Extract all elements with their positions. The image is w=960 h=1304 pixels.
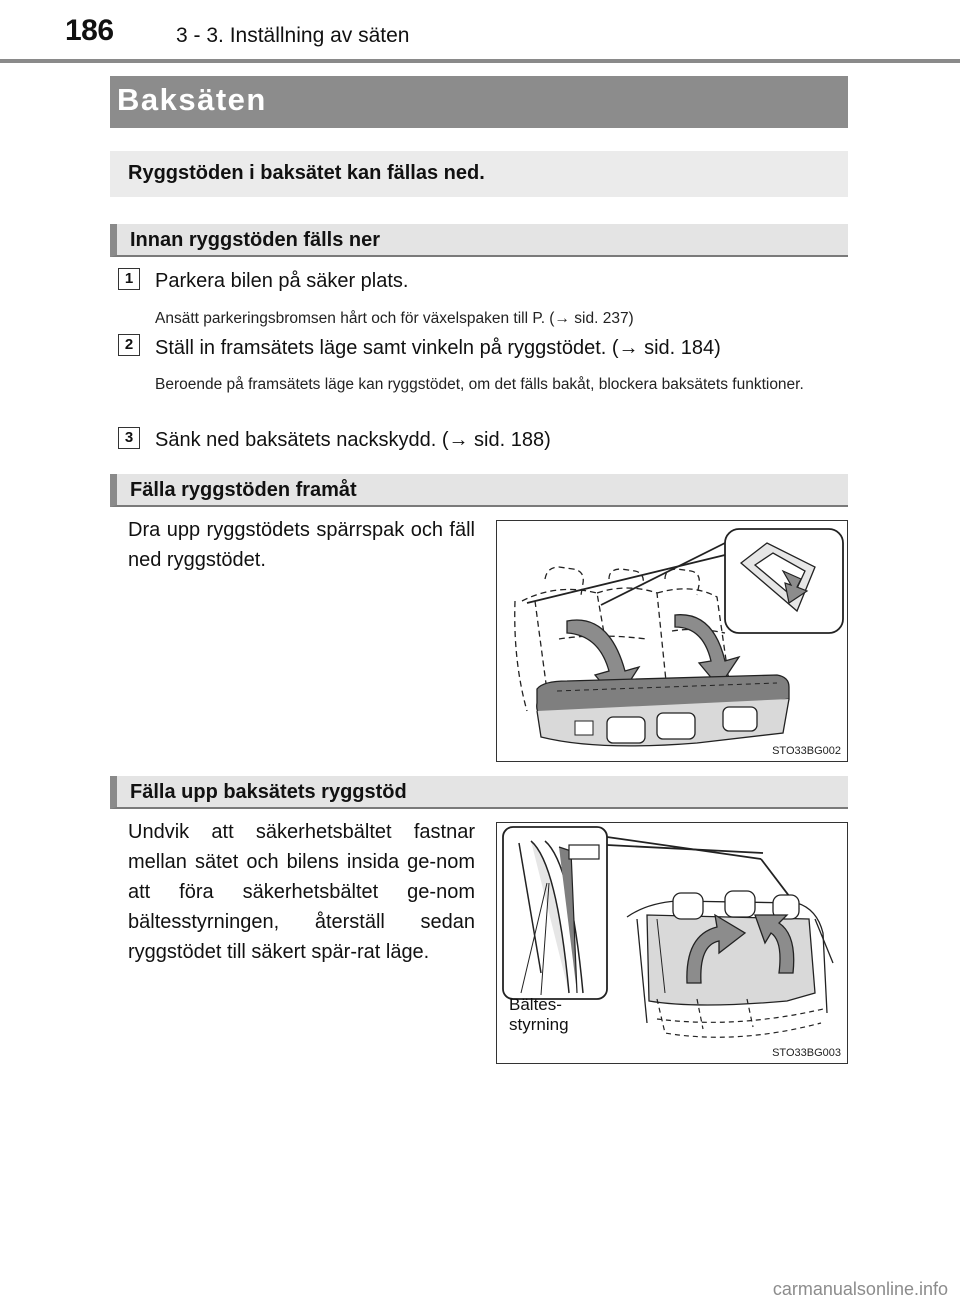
- step-2-text: Ställ in framsätets läge samt vinkeln på ryggstödet. (→ sid. 184): [155, 337, 721, 359]
- step-number-3: 3: [118, 427, 140, 449]
- subheading-fold-up: [110, 776, 848, 809]
- step-number-2: 2: [118, 334, 140, 356]
- fold-forward-text: Dra upp ryggstödets spärrspak och fäll ned ryggstödet.: [128, 519, 475, 571]
- figure-fold-forward: [496, 520, 848, 762]
- page-number: 186: [65, 14, 114, 47]
- chapter-title: 3 - 3. Inställning av säten: [176, 24, 410, 47]
- figure-fold-up: [496, 822, 848, 1064]
- subheading-label: Fälla ryggstöden framåt: [130, 479, 357, 501]
- intro-text: Ryggstöden i baksätet kan fällas ned.: [128, 162, 485, 184]
- callout-belt-guide-line2: styrning: [509, 1015, 569, 1034]
- rear-seat-fold-forward-illustration: [497, 521, 847, 761]
- figure-code: STO33BG003: [772, 1047, 841, 1059]
- subheading-label: Fälla upp baksätets ryggstöd: [130, 781, 407, 803]
- step-number-1: 1: [118, 268, 140, 290]
- header-rule: [0, 59, 960, 63]
- step-3-text: Sänk ned baksätets nackskydd. (→ sid. 188): [155, 429, 551, 451]
- watermark: carmanualsonline.info: [772, 1279, 948, 1299]
- section-title: Baksäten: [117, 82, 267, 117]
- figure-code: STO33BG002: [772, 745, 841, 757]
- step-1-text: Parkera bilen på säker plats.: [155, 270, 409, 292]
- step-2-note: Beroende på framsätets läge kan ryggstödet, om det fälls bakåt, blockera baksätets funktioner.: [155, 376, 804, 393]
- subheading-before-folding: [110, 224, 848, 257]
- fold-up-text: Undvik att säkerhetsbältet fastnar mellan sätet och bilens insida ge-nom att föra säkerhetsbältet ge-nom bältesstyrningen, återställ sedan ryggstödet till säkert spär-rat läge.: [128, 821, 475, 963]
- step-1-note: Ansätt parkeringsbromsen hårt och för växelspaken till P. (→ sid. 237): [155, 310, 634, 327]
- subheading-fold-forward: [110, 474, 848, 507]
- subheading-label: Innan ryggstöden fälls ner: [130, 229, 381, 251]
- callout-belt-guide-line1: Bältes-: [509, 995, 562, 1014]
